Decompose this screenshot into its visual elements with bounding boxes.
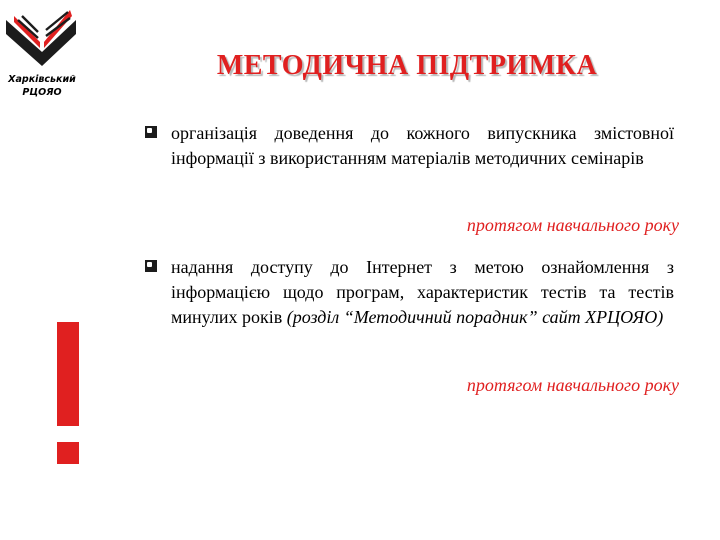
- book-logo-icon: [4, 6, 80, 72]
- logo-line1: Харківський: [8, 74, 76, 85]
- list-item-italic-text: (розділ “Методичний порадник” сайт ХРЦОЯО): [286, 307, 664, 327]
- list-item-note: протягом навчального року: [466, 215, 679, 235]
- bullet-square-icon: [145, 126, 157, 138]
- list-item-text: організація доведення до кожного випускника змістовної інформації з використанням матеріалів методичних семінарів: [171, 123, 674, 168]
- exclamation-dot: [57, 442, 79, 464]
- list-item-main-text: надання доступу до Інтернет з метою ознайомлення з інформацією щодо програм, характеристик тестів та тестів минулих років: [171, 257, 674, 327]
- list-item-note: протягом навчального року: [466, 375, 679, 395]
- page-title: МЕТОДИЧНА ПІДТРИМКА: [216, 50, 598, 81]
- logo: [4, 6, 80, 102]
- exclamation-bar: [57, 322, 79, 426]
- list-item-text: [171, 255, 674, 330]
- bullet-square-icon: [145, 260, 157, 272]
- logo-line2: РЦОЯО: [22, 87, 62, 98]
